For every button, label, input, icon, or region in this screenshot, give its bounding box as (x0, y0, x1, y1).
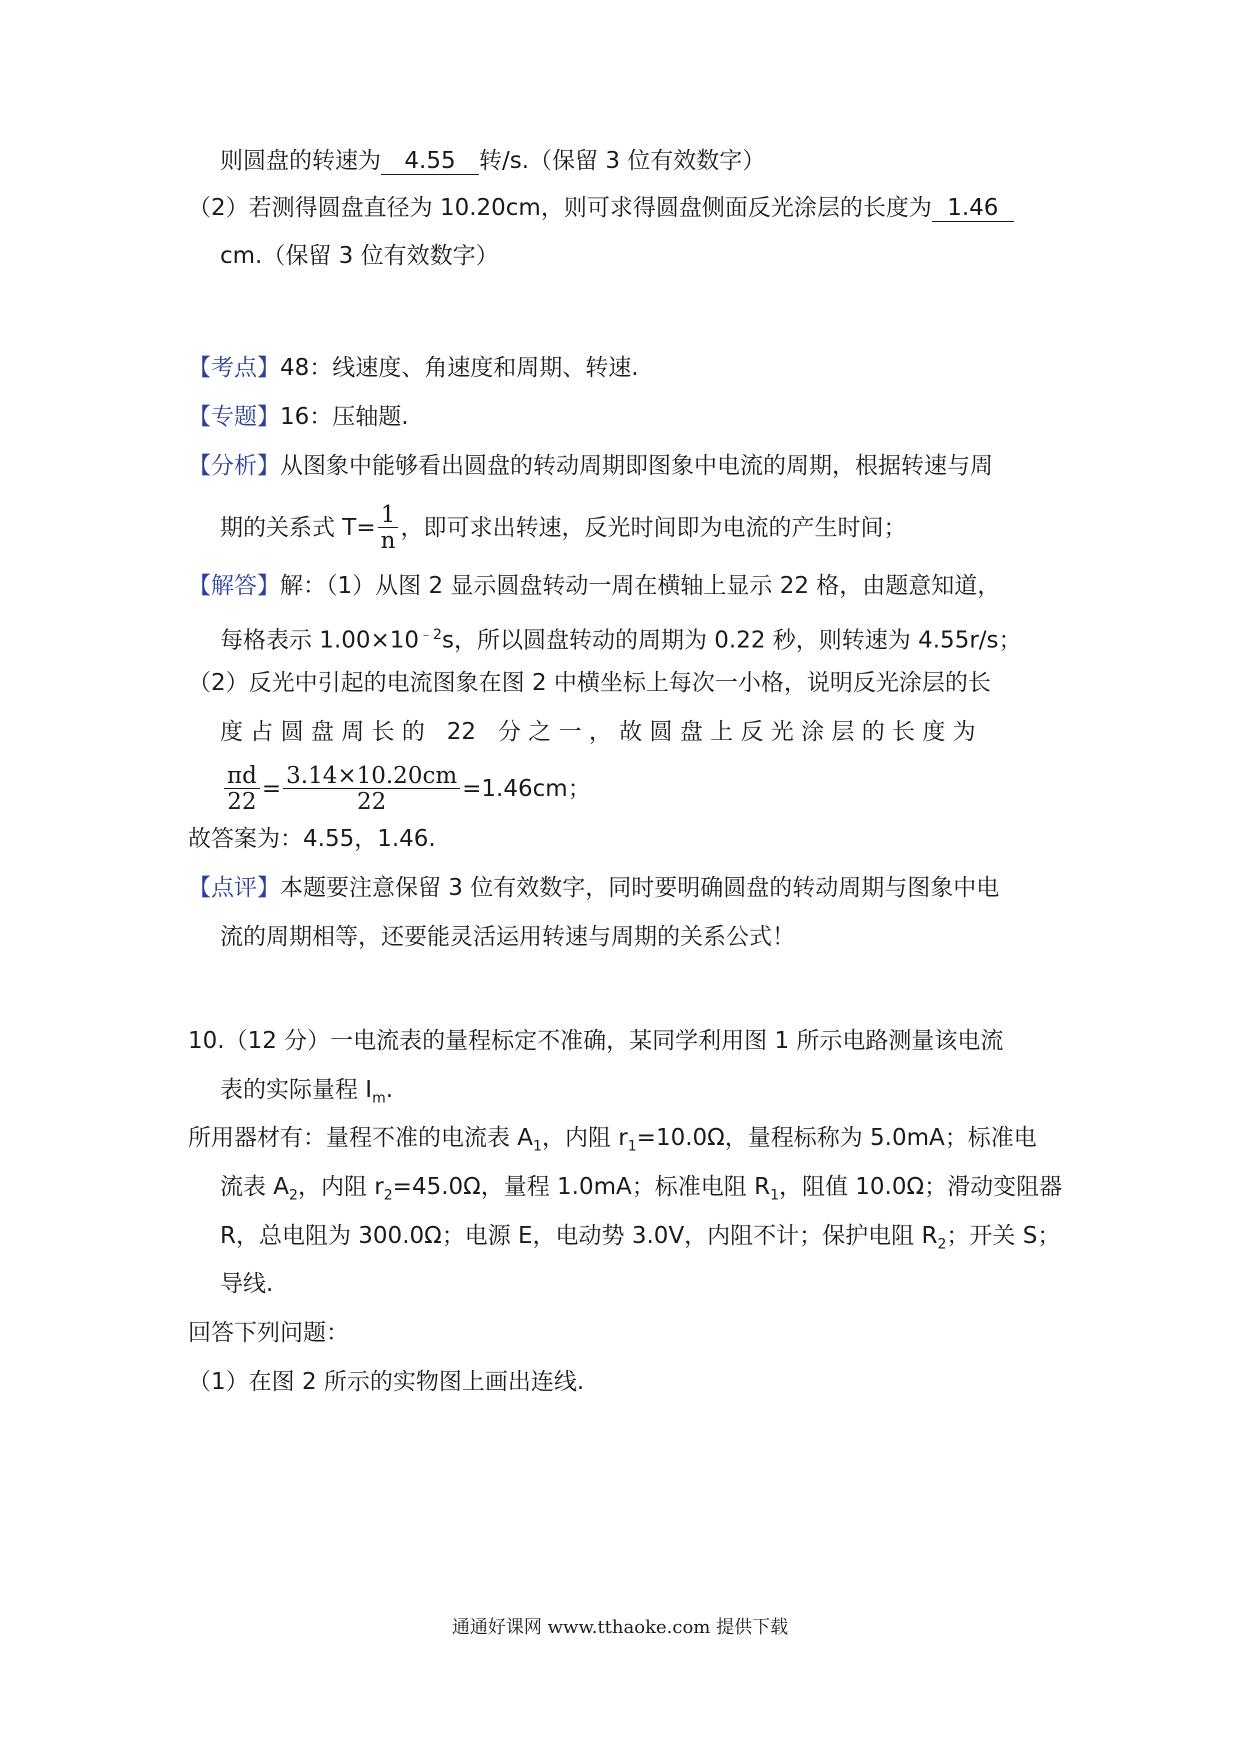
fraction-denominator: n (380, 528, 396, 554)
fraction-numeric (283, 764, 460, 815)
subscript: 1 (533, 1138, 542, 1155)
jieda-line-1 (188, 570, 1000, 602)
text: ，内阻 r (297, 1174, 384, 1200)
fraction-pi-d-over-22 (224, 764, 260, 815)
text: ；开关 S； (946, 1223, 1061, 1249)
text: . (385, 1077, 394, 1103)
zhuanti-line (188, 401, 409, 433)
fraction-numerator: πd (224, 764, 260, 789)
equals-sign: = (261, 776, 282, 802)
length-question-line (188, 192, 1014, 224)
fenxi-text: 从图象中能够看出圆盘的转动周期即图象中电流的周期，根据转速与周 (280, 453, 993, 479)
subscript: 2 (937, 1236, 947, 1253)
zhuanti-text: 16：压轴题. (280, 404, 409, 430)
jieda-line-4: 度 占 圆 盘 周 长 的 22 分 之 一 ， 故 圆 盘 上 反 光 涂 层 的 长 度 为 (220, 719, 976, 745)
fraction-denominator: 22 (357, 789, 387, 815)
answer-blank-2: 1.46 (932, 195, 1014, 222)
fraction-denominator: 22 (227, 789, 257, 815)
text: 表的实际量程 I (220, 1077, 373, 1103)
fraction-numerator: 3.14×10.20cm (283, 764, 460, 789)
text: （2）若测得圆盘直径为 10.20cm，则可求得圆盘侧面反光涂层的长度为 (188, 195, 932, 221)
fenxi-tag: 【分析】 (188, 453, 280, 479)
ask-line: 回答下列问题： (188, 1320, 349, 1346)
fenxi-line-2 (220, 498, 906, 558)
unit-line: cm.（保留 3 位有效数字） (220, 243, 499, 269)
subscript: m (372, 1090, 386, 1107)
fraction-1-over-n (378, 503, 399, 554)
page-footer: 通通好课网 www.tthaoke.com 提供下载 (451, 1617, 789, 1638)
dianping-line-1 (188, 872, 999, 904)
text: 期的关系式 T= (220, 515, 376, 541)
fraction-numerator: 1 (378, 503, 399, 528)
text: 每格表示 1.00×10 (220, 627, 420, 654)
jieda-tag: 【解答】 (188, 573, 280, 599)
answer-summary: 故答案为：4.55，1.46. (188, 826, 436, 852)
q10-line-2 (220, 1074, 393, 1115)
speed-answer-line (220, 145, 765, 177)
text: ，阻值 10.0Ω；滑动变阻器 (778, 1174, 1063, 1200)
exponent: ﹣2 (419, 627, 442, 643)
kaodian-text: 48：线速度、角速度和周期、转速. (280, 355, 639, 381)
subscript: 2 (289, 1187, 298, 1204)
text: 所用器材有：量程不准的电流表 A (188, 1125, 534, 1151)
materials-line-1 (188, 1122, 1037, 1163)
text: =45.0Ω，量程 1.0mA；标准电阻 R (392, 1174, 771, 1200)
dianping-line-2: 流的周期相等，还要能灵活运用转速与周期的关系公式！ (220, 924, 795, 950)
materials-line-2 (220, 1171, 1062, 1212)
text: 则圆盘的转速为 (220, 148, 381, 174)
text: ，即可求出转速，反光时间即为电流的产生时间； (400, 515, 907, 541)
kaodian-tag: 【考点】 (188, 355, 280, 381)
fenxi-line-1 (188, 450, 993, 482)
materials-line-4: 导线. (220, 1271, 274, 1297)
formula-result: =1.46cm； (462, 776, 591, 802)
dianping-tag: 【点评】 (188, 875, 280, 901)
text: ，内阻 r (541, 1125, 628, 1151)
answer-blank-1: 4.55 (381, 148, 479, 175)
subscript: 2 (383, 1187, 393, 1204)
text: s，所以圆盘转动的周期为 0.22 秒，则转速为 4.55r/s； (441, 627, 1022, 654)
jieda-text: 解：（1）从图 2 显示圆盘转动一周在横轴上显示 22 格，由题意知道， (280, 573, 1001, 599)
text: 流表 A (220, 1174, 290, 1200)
q10-line-1: 10.（12 分）一电流表的量程标定不准确，某同学利用图 1 所示电路测量该电流 (188, 1028, 1004, 1054)
text: R，总电阻为 300.0Ω；电源 E，电动势 3.0V，内阻不计；保护电阻 R (220, 1223, 938, 1249)
text: =10.0Ω，量程标称为 5.0mA；标准电 (636, 1125, 1037, 1151)
subscript: 1 (770, 1187, 779, 1204)
zhuanti-tag: 【专题】 (188, 404, 280, 430)
dianping-text: 本题要注意保留 3 位有效数字，同时要明确圆盘的转动周期与图象中电 (280, 875, 1000, 901)
subscript: 1 (627, 1138, 637, 1155)
text: 转/s.（保留 3 位有效数字） (479, 148, 766, 174)
jieda-formula (222, 758, 591, 820)
subquestion-1: （1）在图 2 所示的实物图上画出连线. (188, 1369, 585, 1395)
jieda-line-2 (220, 619, 1022, 657)
materials-line-3 (220, 1220, 1060, 1261)
kaodian-line (188, 352, 639, 384)
jieda-line-3: （2）反光中引起的电流图象在图 2 中横坐标上每次一小格，说明反光涂层的长 (188, 670, 991, 696)
